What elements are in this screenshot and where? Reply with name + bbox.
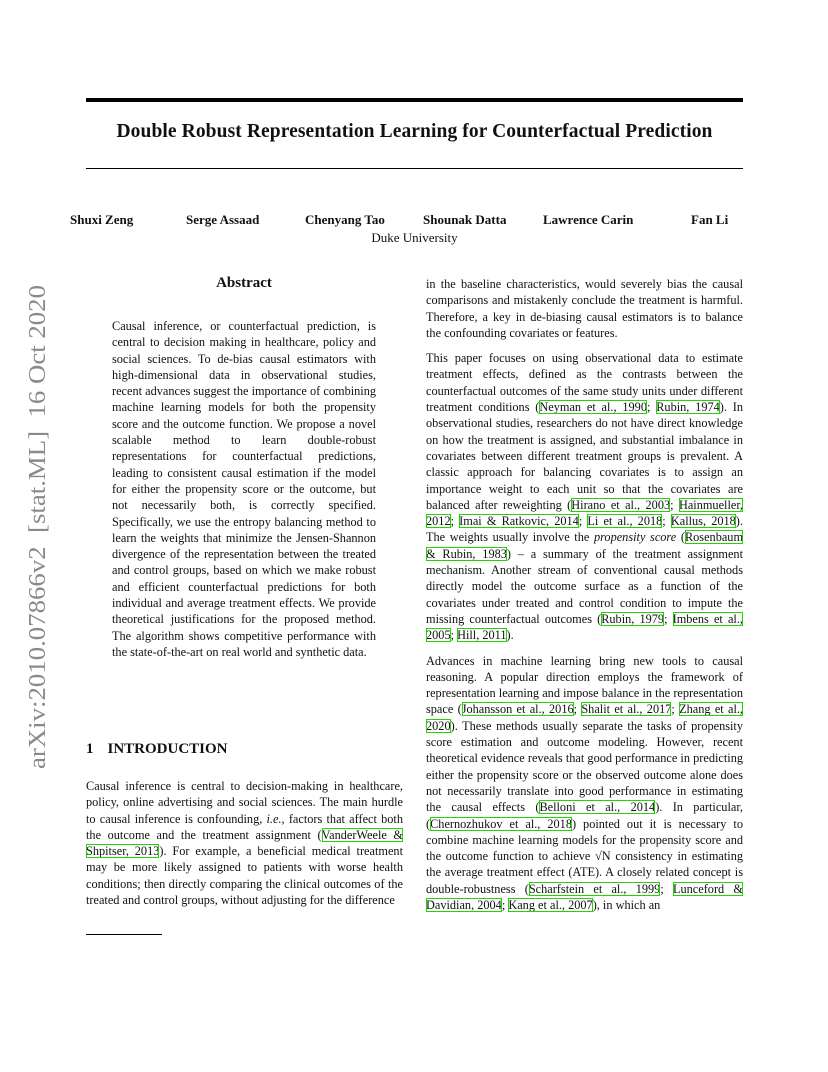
section-title: INTRODUCTION bbox=[107, 741, 228, 757]
citation-link[interactable]: Imai & Ratkovic, 2014 bbox=[459, 514, 579, 529]
arxiv-sidebar bbox=[22, 283, 52, 773]
arxiv-identifier: arXiv:2010.07866v2 [stat.ML] 16 Oct 2020 bbox=[24, 326, 51, 769]
citation-link[interactable]: Rubin, 1979 bbox=[601, 611, 665, 626]
paragraph: This paper focuses on using observational data to estimate treatment effects, defined as the contrasts between the counterfactual outcomes of the same study units under different treatment conditions (Neyman et al., 1990; Rubin, 1974). In observational studies, researchers do not have direct knowledge on how the treatment is assigned, and substantial imbalance in covariates between different treatment groups is prevalent. A classic approach for balancing covariates is to assign an importance weight to each unit so that the covariates are balanced after reweighting (Hirano et al., 2003; Hainmueller, 2012; Imai & Ratkovic, 2014; Li et al., 2018; Kallus, 2018). The weights usually involve the propensity score (Rosenbaum & Rubin, 1983) – a summary of the treatment assignment mechanism. Another stream of conventional causal methods directly model the outcome surface as a function of the covariates under treated and control condition to impute the missing counterfactual outcomes (Rubin, 1979; Imbens et al., 2005; Hill, 2011). bbox=[426, 351, 744, 643]
author-name: Fan Li bbox=[691, 212, 729, 227]
citation-link[interactable]: Shalit et al., 2017 bbox=[581, 702, 672, 717]
citation-link[interactable]: Hill, 2011 bbox=[457, 628, 507, 643]
author-list bbox=[70, 212, 740, 230]
affiliation: Duke University bbox=[371, 230, 458, 245]
abstract-text: Causal inference, or counterfactual prediction, is central to decision making in healthcare, policy and social sciences. To de-bias causal estimators with high-dimensional data in observational studies, recent advances suggest the importance of combining machine learning models for both the propensity score and the outcome function. We propose a novel scalable method to learn double-robust representations for counterfactual predictions, leading to consistent causal estimation if the model for either the propensity score or the outcome, but not necessarily both, is correctly specified. Specifically, we use the entropy balancing method to learn the weights that minimize the Jensen-Shannon divergence of the representation between the treated and control groups, based on which we make robust and efficient counterfactual predictions for both individual and average treatment effects. We provide theoretical justifications for the proposed method. The algorithm shows competitive performance with the state-of-the-art on real world and synthetic data. bbox=[112, 319, 376, 659]
author-name: Shuxi Zeng bbox=[70, 212, 134, 227]
section-number: 1 bbox=[86, 741, 94, 757]
section-heading bbox=[86, 741, 228, 758]
citation-link[interactable]: Lunceford & Davidian, 2004 bbox=[426, 881, 743, 912]
footnote-rule bbox=[86, 934, 162, 935]
title-rule-top bbox=[86, 98, 743, 102]
citation-link[interactable]: Chernozhukov et al., 2018 bbox=[430, 816, 572, 831]
author-name: Serge Assaad bbox=[186, 212, 260, 227]
author-name: Lawrence Carin bbox=[543, 212, 634, 227]
paragraph: in the baseline characteristics, would severely bias the causal comparisons and mistakenly conclude the treatment is harmful. Therefore, a key in de-biasing causal estimators is to balance the confounding covariates or features. bbox=[426, 277, 743, 340]
citation-link[interactable]: Rubin, 1974 bbox=[656, 400, 720, 415]
right-column bbox=[426, 276, 743, 922]
citation-link[interactable]: Kallus, 2018 bbox=[670, 514, 736, 529]
author-name: Chenyang Tao bbox=[305, 212, 385, 227]
citation-link[interactable]: Zhang et al., 2020 bbox=[426, 702, 744, 733]
title-rule-bottom bbox=[86, 168, 743, 169]
citation-link[interactable]: Hirano et al., 2003 bbox=[571, 497, 671, 512]
sqrt-n-math: √N bbox=[595, 849, 611, 864]
citation-link[interactable]: Kang et al., 2007 bbox=[508, 897, 593, 912]
paper-title: Double Robust Representation Learning for Counterfactual Prediction bbox=[116, 121, 713, 142]
citation-link[interactable]: Neyman et al., 1990 bbox=[539, 400, 647, 415]
citation-link[interactable]: Rosenbaum & Rubin, 1983 bbox=[426, 530, 744, 561]
citation-link[interactable]: Li et al., 2018 bbox=[587, 514, 663, 529]
citation-link[interactable]: Johansson et al., 2016 bbox=[461, 702, 574, 717]
citation-link[interactable]: Belloni et al., 2014 bbox=[539, 800, 656, 815]
author-name: Shounak Datta bbox=[423, 212, 507, 227]
citation-link[interactable]: VanderWeele & Shpitser, 2013 bbox=[86, 827, 403, 859]
paragraph: Advances in machine learning bring new tools to causal reasoning. A popular direction employs the framework of representation learning and impose balance in the representation space (Johansson et al., 2016; Shalit et al., 2017; Zhang et al., 2020). These methods usually separate the tasks of propensity score estimation and outcome modeling. However, recent theoretical evidence reveals that good performance in predicting either the propensity score or the observed outcome alone does not necessarily translate into good performance in estimating the causal effects (Belloni et al., 2014). In particular, (Chernozhukov et al., 2018) pointed out it is necessary to combine machine learning models for the propensity score and the outcome function to achieve √N consistency in estimating the average treatment effect (ATE). A closely related concept is double-robustness (Scharfstein et al., 1999; Lunceford & Davidian, 2004; Kang et al., 2007), in which an bbox=[426, 653, 744, 912]
citation-link[interactable]: Imbens et al., 2005 bbox=[426, 611, 743, 643]
citation-link[interactable]: Hainmueller, 2012 bbox=[426, 497, 743, 529]
abstract-heading: Abstract bbox=[216, 275, 272, 291]
citation-link[interactable]: Scharfstein et al., 1999 bbox=[528, 881, 661, 896]
intro-paragraph: Causal inference is central to decision-making in healthcare, policy, online advertising and social sciences. The main hurdle to causal inference is confounding, i.e., factors that affect both the outcome and the treatment assignment (VanderWeele & Shpitser, 2013). For example, a beneficial medical treatment may be more likely assigned to patients with worse health conditions; then directly comparing the clinical outcomes of the treated and control groups, without adjusting for the difference bbox=[86, 779, 403, 908]
